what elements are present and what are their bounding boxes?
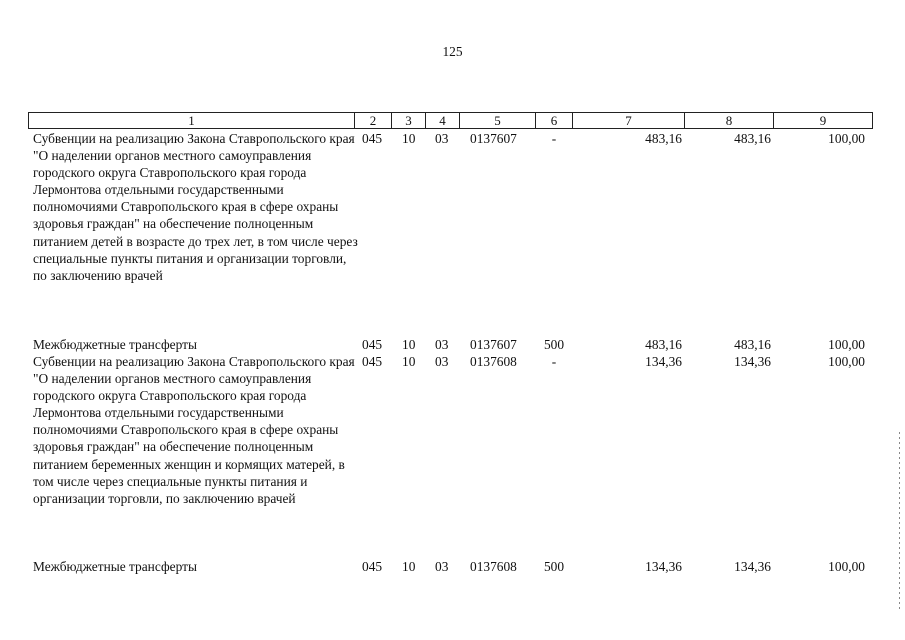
row-value-8: 483,16 bbox=[734, 131, 771, 146]
row-code-5: 0137607 bbox=[470, 337, 517, 352]
header-cell-8: 8 bbox=[684, 112, 774, 129]
header-cell-2: 2 bbox=[354, 112, 392, 129]
row-value-7: 134,36 bbox=[645, 354, 682, 369]
row-value-8: 134,36 bbox=[734, 559, 771, 574]
row-value-7: 483,16 bbox=[645, 131, 682, 146]
row-code-6: - bbox=[551, 354, 557, 369]
row-code-4: 03 bbox=[435, 131, 449, 146]
header-cell-7: 7 bbox=[572, 112, 685, 129]
row-value-9: 100,00 bbox=[828, 559, 865, 574]
header-cell-5: 5 bbox=[459, 112, 536, 129]
row-code-4: 03 bbox=[435, 337, 449, 352]
header-cell-1: 1 bbox=[28, 112, 355, 129]
row-code-2: 045 bbox=[362, 131, 383, 146]
row-value-7: 134,36 bbox=[645, 559, 682, 574]
row-description: Межбюджетные трансферты bbox=[33, 559, 197, 574]
page-number: 125 bbox=[442, 44, 463, 59]
row-code-2: 045 bbox=[362, 354, 383, 369]
row-value-9: 100,00 bbox=[828, 337, 865, 352]
row-value-8: 483,16 bbox=[734, 337, 771, 352]
row-code-5: 0137608 bbox=[470, 559, 517, 574]
row-value-7: 483,16 bbox=[645, 337, 682, 352]
row-code-6: 500 bbox=[543, 337, 565, 352]
header-cell-4: 4 bbox=[425, 112, 460, 129]
row-value-9: 100,00 bbox=[828, 131, 865, 146]
row-value-9: 100,00 bbox=[828, 354, 865, 369]
row-description: Субвенции на реализацию Закона Ставропольского края "О наделении органов местного самоуправления городского округа Ставропольского края города Лермонтова отдельными государственными полномочиями Ставропольского края в сфере охраны здоровья граждан" на обеспечение полноценным питанием детей в возрасте до трех лет, в том числе через специальные пункты питания и организации торговли, по заключению врачей bbox=[33, 131, 358, 283]
row-code-6: 500 bbox=[543, 559, 565, 574]
row-description: Субвенции на реализацию Закона Ставропольского края "О наделении органов местного самоуправления городского округа Ставропольского края города Лермонтова отдельными государственными полномочиями Ставропольского края в сфере охраны здоровья граждан" на обеспечение полноценным питанием беременных женщин и кормящих матерей, в том числе через специальные пункты питания и организации торговли, по заключению врачей bbox=[33, 354, 355, 506]
row-code-2: 045 bbox=[362, 337, 383, 352]
header-cell-9: 9 bbox=[773, 112, 873, 129]
row-code-2: 045 bbox=[362, 559, 383, 574]
row-code-3: 10 bbox=[402, 337, 416, 352]
row-code-3: 10 bbox=[402, 131, 416, 146]
row-value-8: 134,36 bbox=[734, 354, 771, 369]
row-code-6: - bbox=[551, 131, 557, 146]
header-cell-3: 3 bbox=[391, 112, 426, 129]
row-code-5: 0137607 bbox=[470, 131, 517, 146]
row-code-3: 10 bbox=[402, 559, 416, 574]
scan-edge-mark bbox=[899, 432, 900, 612]
header-cell-6: 6 bbox=[535, 112, 573, 129]
row-code-5: 0137608 bbox=[470, 354, 517, 369]
row-description: Межбюджетные трансферты bbox=[33, 337, 197, 352]
row-code-4: 03 bbox=[435, 559, 449, 574]
row-code-4: 03 bbox=[435, 354, 449, 369]
row-code-3: 10 bbox=[402, 354, 416, 369]
